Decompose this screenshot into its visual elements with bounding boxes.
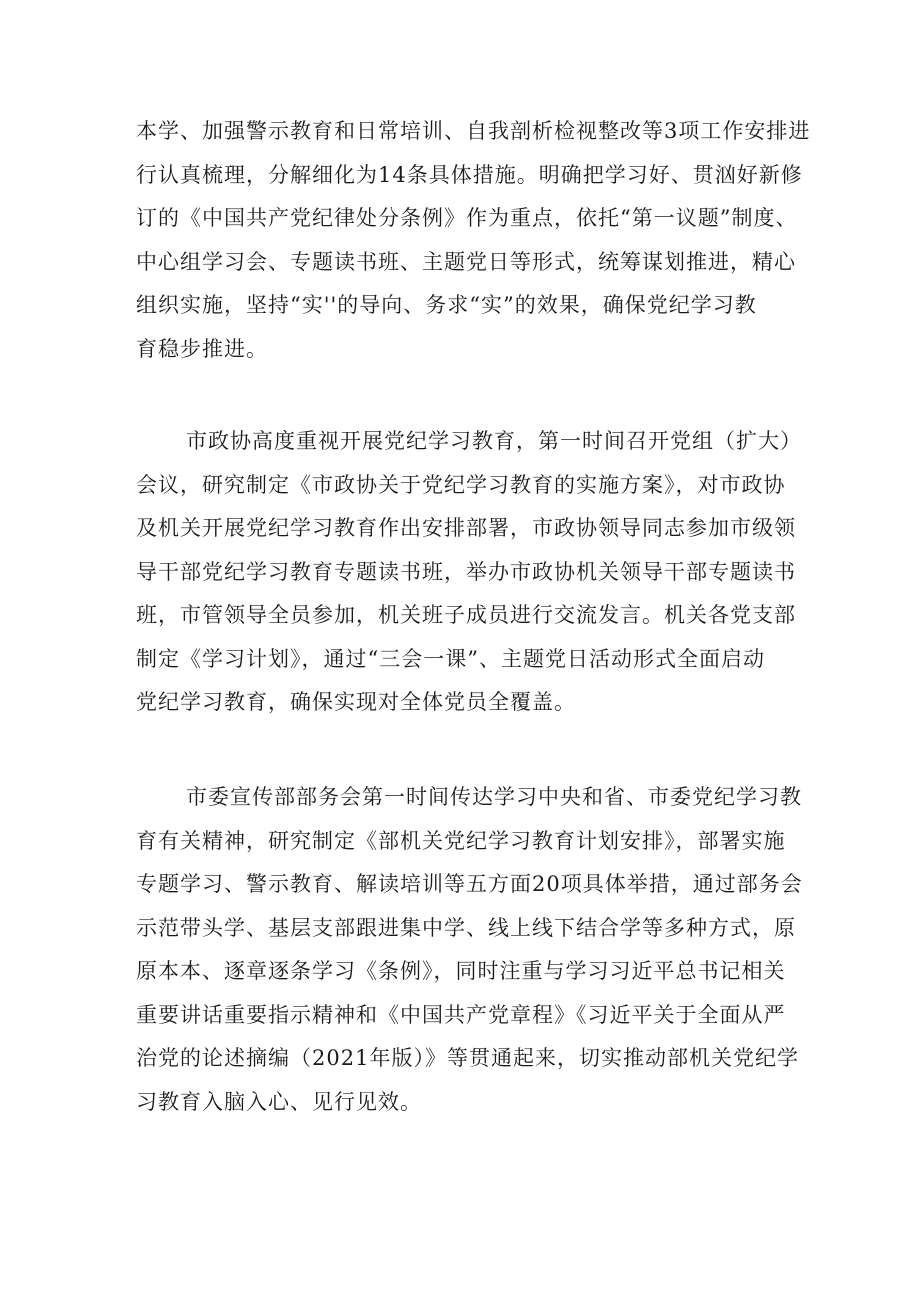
paragraph-line: 及机关开展党纪学习教育作出安排部署，市政协领导同志参加市级领 — [136, 516, 796, 540]
paragraph-line: 示范带头学、基层支部跟进集中学、线上线下结合学等多种方式，原 — [136, 915, 796, 940]
paragraph-line: 专题学习、警示教育、解读培训等五方面20项具体举措，通过部务会 — [136, 872, 803, 896]
paragraph-line: 行认真梳理，分解细化为14条具体措施。明确把学习好、贯汹好新修 — [136, 162, 803, 187]
paragraph-1 — [136, 110, 811, 371]
paragraph-line: 导干部党纪学习教育专题读书班，举办市政协机关领导干部专题读书 — [136, 559, 796, 584]
paragraph-line: 会议，研究制定《市政协关于党纪学习教育的实施方案》，对市政协 — [136, 472, 786, 497]
paragraph-3 — [136, 776, 803, 1124]
paragraph-line: 习教育入脑入心、见行见效。 — [136, 1089, 422, 1114]
paragraph-line: 育稳步推进。 — [136, 336, 268, 361]
paragraph-line: 中心组学习会、专题读书班、主题党日等形式，统筹谋划推进，精心 — [136, 249, 796, 274]
paragraph-line: 重要讲话重要指示精神和《中国共产党章程》《习近平关于全面从严 — [136, 1002, 786, 1027]
paragraph-line: 市政协高度重视开展党纪学习教育，第一时间召开党组（扩大） — [186, 429, 802, 453]
paragraph-line: 党纪学习教育，确保实现对全体党员全覆盖。 — [136, 690, 576, 714]
paragraph-line: 订的《中国共产党纪律处分条例》作为重点，依托“第一议题”制度、 — [136, 206, 798, 230]
paragraph-line: 制定《学习计划》，通过“三会一课”、主题党日活动形式全面启动 — [136, 646, 765, 671]
paragraph-line: 班，市管领导全员参加，机关班子成员进行交流发言。机关各党支部 — [136, 603, 796, 627]
paragraph-line: 组织实施，坚持“实''的导向、务求“实”的效果，确保党纪学习教 — [136, 293, 757, 317]
paragraph-line: 本学、加强警示教育和日常培训、自我剖析检视整改等3项工作安排进 — [136, 119, 811, 143]
paragraph-line: 市委宣传部部务会第一时间传达学习中央和省、市委党纪学习教 — [186, 785, 802, 809]
paragraph-line: 原本本、逐章逐条学习《条例》，同时注重与学习习近平总书记相关 — [136, 959, 786, 983]
paragraph-line: 治党的论述摘编（2021年版）》等贯通起来，切实推动部机关党纪学 — [136, 1046, 799, 1070]
paragraph-2 — [136, 420, 802, 725]
paragraph-line: 育有关精神，研究制定《部机关党纪学习教育计划安排》，部署实施 — [136, 828, 786, 853]
